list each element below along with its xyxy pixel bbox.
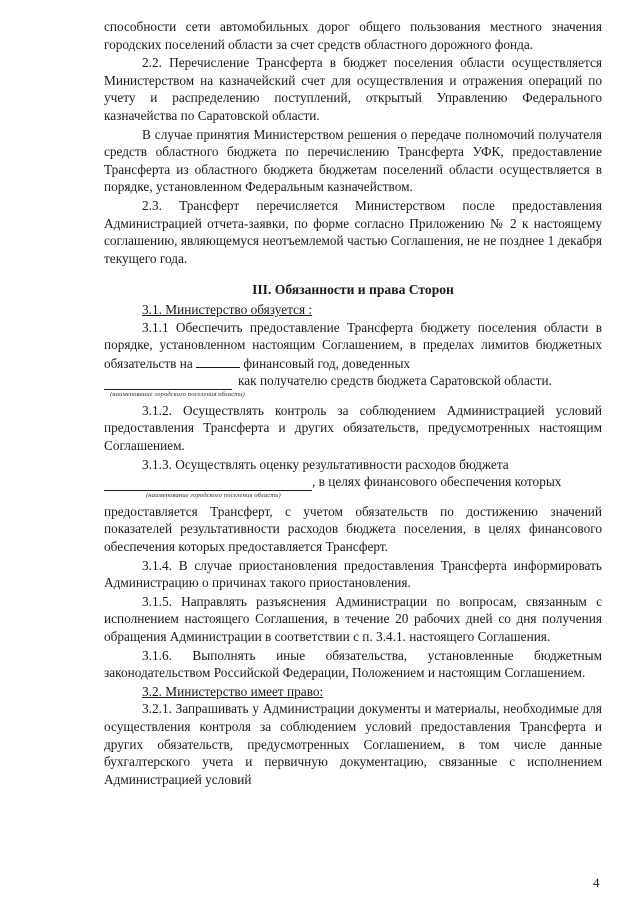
settlement-row-2 — [104, 473, 602, 491]
paragraph-continuation: способности сети автомобильных дорог общего пользования местного значения городских поселений области за счет средств областного дорожного фонда. — [104, 19, 602, 52]
settlement-caption: (наименование городского поселения области) — [110, 390, 245, 398]
settlement-caption-2: (наименование городского поселения области) — [146, 491, 281, 499]
paragraph-3-1-1-start: 3.1.1 Обеспечить предоставление Трансферта бюджету поселения области в порядке, установленном настоящим Соглашением, в пределах лимитов бюджетных обязательств на — [104, 319, 602, 371]
subheading-3-1-text: 3.1. Министерство обязуется : — [142, 301, 313, 317]
paragraph-3-1-1 — [104, 319, 602, 373]
paragraph-3-1-6: 3.1.6. Выполнять иные обязательства, установленные бюджетным законодательством Российской Федерации, Положением и настоящим Соглашением. — [104, 647, 602, 681]
subheading-3-2 — [104, 683, 602, 701]
paragraph-3-1-3-mid: , в целях финансового обеспечения которых — [312, 474, 562, 490]
settlement-blank-field — [104, 376, 232, 390]
document-body — [104, 18, 602, 788]
paragraph-3-1-1-mid: финансовый год, доведенных — [243, 355, 411, 371]
subheading-3-2-text: 3.2. Министерство имеет право: — [142, 683, 324, 699]
paragraph-3-1-3-end: предоставляется Трансферт, с учетом обязательств по достижению значений показателей результативности расходов бюджета поселения, в целях финансового обеспечения которых предоставляется Трансферт. — [104, 503, 602, 555]
paragraph-3-1-1-end: как получателю средств бюджета Саратовской области. — [238, 373, 552, 389]
paragraph-3-2-1: 3.2.1. Запрашивать у Администрации документы и материалы, необходимые для осуществления контроля за соблюдением условий предоставления Трансферта и других обязательств, предусмотренных Соглашением, в том числе данные бухгалтерского учета и первичную документацию, связанные с исполнением Администрацией условий — [104, 701, 602, 787]
paragraph-2-2: 2.2. Перечисление Трансферта в бюджет поселения области осуществляется Министерством на казначейский счет для осуществления и отражения операций по учету и распределению поступлений, открытый Управлению Федерального казначейства по Саратовской области. — [104, 55, 602, 123]
paragraph-2-3: 2.3. Трансферт перечисляется Министерством после предоставления Администрацией отчета-заявки, по форме согласно Приложению № 2 к настоящему соглашению, являющемуся неотъемлемой частью Соглашения, не не позднее 1 декабря текущего года. — [104, 197, 602, 266]
page-number: 4 — [593, 875, 600, 890]
paragraph-3-1-4: 3.1.4. В случае приостановления предоставления Трансферта информировать Администрацию о причинах такого приостановления. — [104, 557, 602, 591]
paragraph-3-1-3-start: 3.1.3. Осуществлять оценку результативности расходов бюджета — [142, 456, 509, 472]
subheading-3-1 — [104, 301, 602, 319]
section-title: III. Обязанности и права Сторон — [252, 282, 454, 298]
paragraph-3-1-5: 3.1.5. Направлять разъяснения Администрации по вопросам, связанным с исполнением настоящего Соглашения, в течение 20 рабочих дней со дня получения обращения Администрации в соответствии с п. 3.4.1. настоящего Соглашения. — [104, 593, 602, 644]
settlement-blank-field-2 — [104, 477, 312, 491]
paragraph-ufk: В случае принятия Министерством решения о передаче полномочий получателя средств областного бюджета по перечислению Трансферта УФК, предоставление Трансферта из областного бюджета бюджетам поселений области осуществляется в порядке, установленном Федеральным казначейством. — [104, 126, 602, 195]
settlement-row — [104, 372, 602, 390]
paragraph-3-1-2: 3.1.2. Осуществлять контроль за соблюдением Администрацией условий предоставления Трансферта и других обязательств, предусмотренных настоящим Соглашением. — [104, 402, 602, 454]
year-blank-field — [196, 354, 240, 368]
